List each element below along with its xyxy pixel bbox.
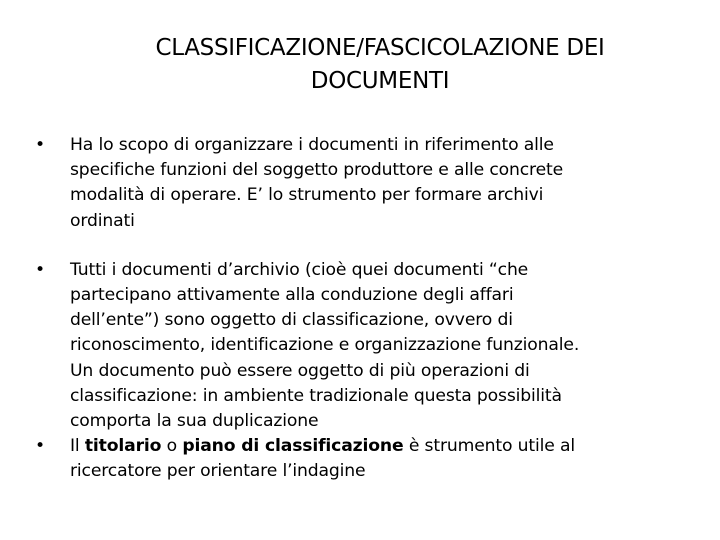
bullet-marker: • [35,436,45,457]
bullet-text-line: comporta la sua duplicazione [70,411,319,432]
bullet-item [32,133,682,234]
bullet-marker: • [35,259,45,280]
bullet-list [32,133,682,485]
text-connector: o [161,436,183,457]
text-prefix: Il [70,436,85,457]
bullet-item [32,434,682,484]
bullet-text-line: Un documento può essere oggetto di più operazioni di [70,360,530,381]
bullet-text-line: Tutti i documenti d’archivio (cioè quei documenti “che [70,259,529,280]
slide-title [80,32,680,98]
text-suffix: è strumento utile al [403,436,575,457]
bullet-text-line: specifiche funzioni del soggetto produttore e alle concrete [70,160,564,181]
bullet-text-line: Ha lo scopo di organizzare i documenti in riferimento alle [70,135,554,155]
bullet-item [32,258,682,434]
bullet-text-line: partecipano attivamente alla conduzione degli affari [70,285,514,306]
bullet-text-line: dell’ente”) sono oggetto di classificazione, ovvero di [70,310,513,331]
bullet-text-line: ricercatore per orientare l’indagine [70,461,366,482]
bullet-text-line: riconoscimento, identificazione e organizzazione funzionale. [70,335,580,356]
bold-term-titolario: titolario [84,436,162,457]
bullet-text-line: ordinati [70,210,135,231]
bullet-text-line: classificazione: in ambiente tradizionale questa possibilità [70,385,562,406]
bullet-text-line [70,434,682,459]
bullet-text-line: modalità di operare. E’ lo strumento per formare archivi [70,185,544,206]
title-line: DOCUMENTI [310,68,450,94]
title-line: CLASSIFICAZIONE/FASCICOLAZIONE DEI [155,35,605,61]
bold-term-piano: piano di classificazione [182,436,404,457]
bullet-marker: • [35,135,45,155]
